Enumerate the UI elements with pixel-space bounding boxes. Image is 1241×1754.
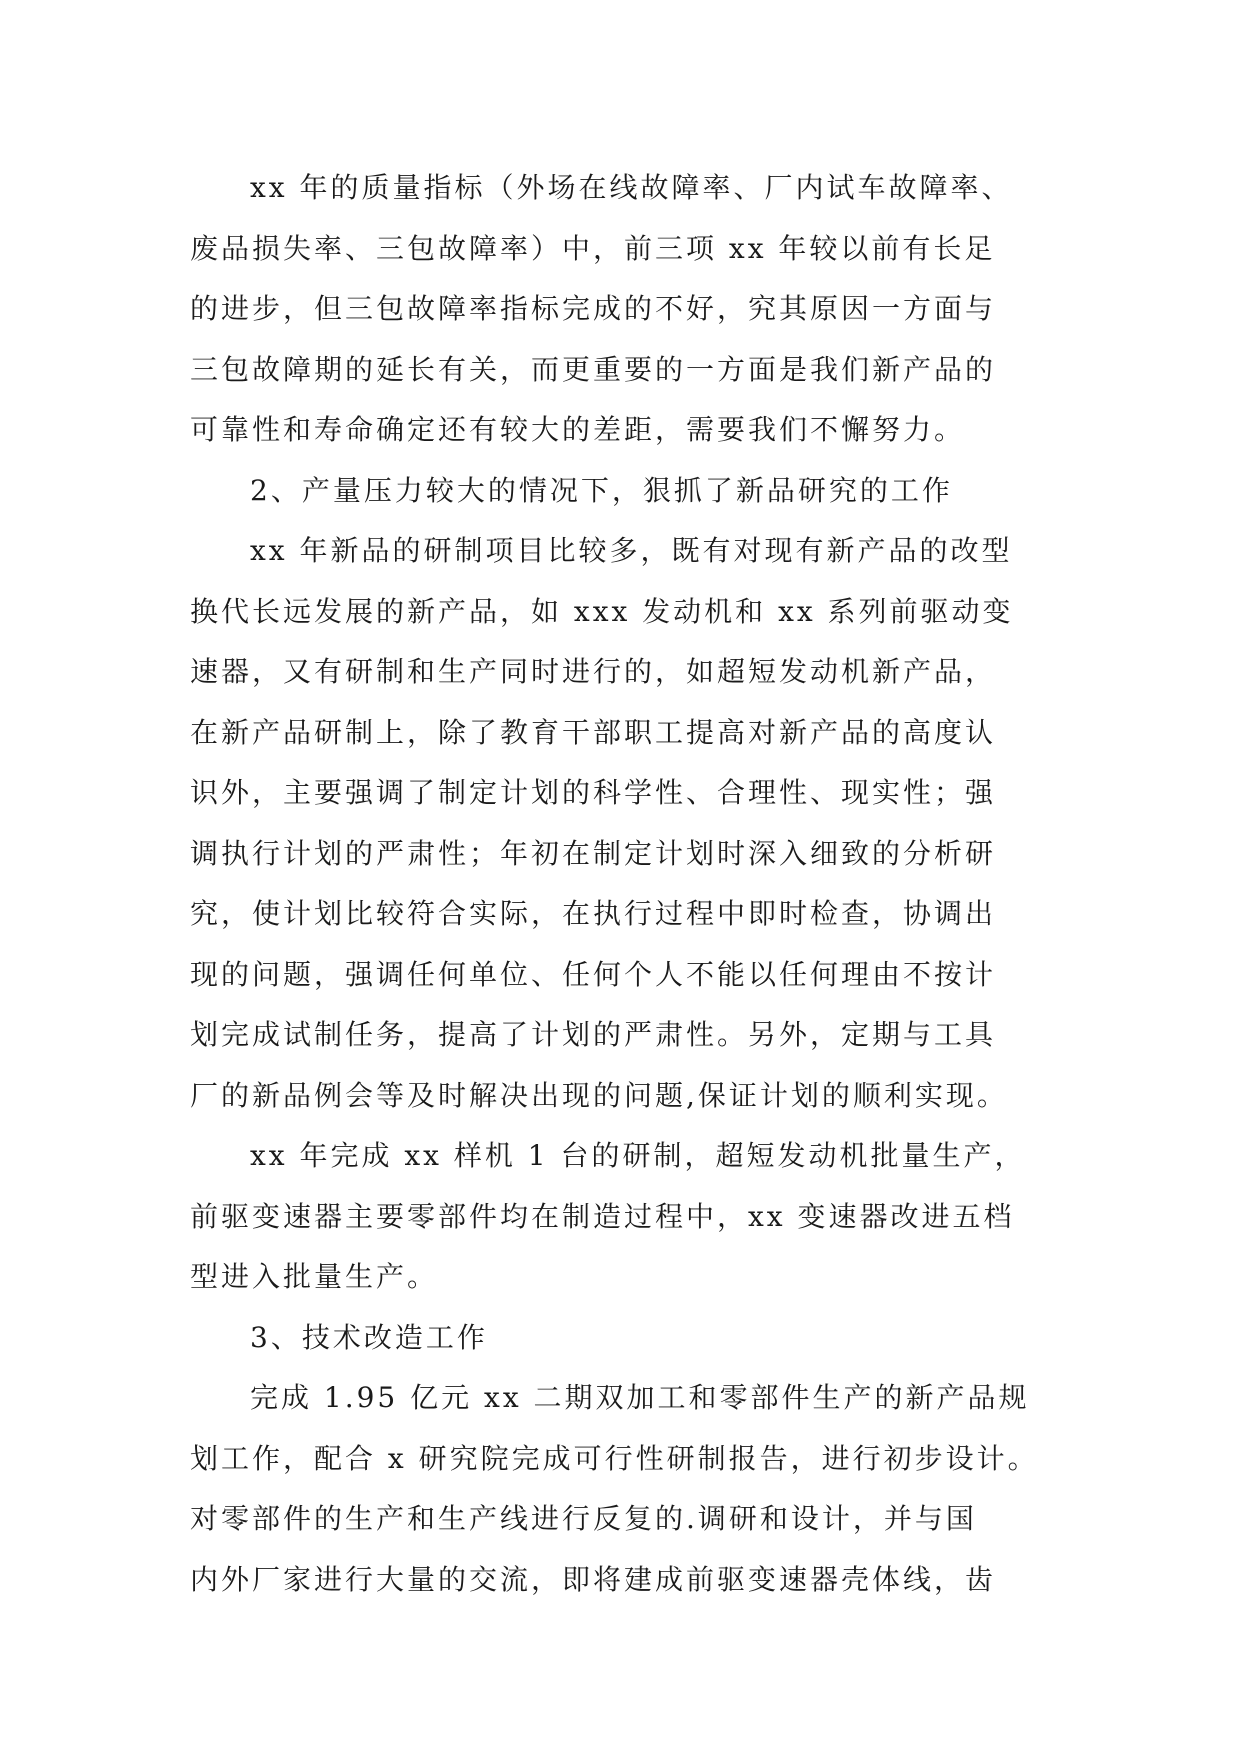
- text-line: 厂的新品例会等及时解决出现的问题,保证计划的顺利实现。: [190, 1078, 1008, 1112]
- text-line: 划完成试制任务，提高了计划的严肃性。另外，定期与工具: [190, 1018, 997, 1051]
- text-line: 究，使计划比较符合实际，在执行过程中即时检查，协调出: [190, 897, 997, 930]
- text-line: 现的问题，强调任何单位、任何个人不能以任何理由不按计: [190, 957, 997, 991]
- document-body: [190, 158, 1050, 1610]
- text-line: 可靠性和寿命确定还有较大的差距，需要我们不懈努力。: [190, 413, 966, 446]
- text-line: 识外，主要强调了制定计划的科学性、合理性、现实性；强: [190, 776, 997, 809]
- text-line: 在新产品研制上，除了教育干部职工提高对新产品的高度认: [190, 715, 997, 749]
- text-line: xx 年新品的研制项目比较多，既有对现有新产品的改型: [250, 534, 1013, 567]
- text-line: 内外厂家进行大量的交流，即将建成前驱变速器壳体线，齿: [190, 1562, 997, 1596]
- text-line: 完成 1.95 亿元 xx 二期双加工和零部件生产的新产品规: [250, 1381, 1030, 1414]
- text-line: 对零部件的生产和生产线进行反复的.调研和设计，并与国: [190, 1502, 977, 1535]
- section-heading: 2、产量压力较大的情况下，狠抓了新品研究的工作: [250, 473, 953, 507]
- text-line: xx 年完成 xx 样机 1 台的研制，超短发动机批量生产，: [250, 1139, 1026, 1172]
- section-heading: 3、技术改造工作: [250, 1320, 488, 1354]
- text-line: 废品损失率、三包故障率）中，前三项 xx 年较以前有长足: [190, 231, 996, 265]
- text-line: 型进入批量生产。: [190, 1260, 439, 1293]
- text-line: 的进步，但三包故障率指标完成的不好，究其原因一方面与: [190, 292, 997, 325]
- text-line: 调执行计划的严肃性；年初在制定计划时深入细致的分析研: [190, 836, 997, 870]
- text-line: 前驱变速器主要零部件均在制造过程中，xx 变速器改进五档: [190, 1199, 1015, 1233]
- text-line: 速器，又有研制和生产同时进行的，如超短发动机新产品，: [190, 655, 997, 688]
- text-line: xx 年的质量指标（外场在线故障率、厂内试车故障率、: [250, 171, 1013, 204]
- text-line: 换代长远发展的新产品，如 xxx 发动机和 xx 系列前驱动变: [190, 594, 1014, 628]
- text-line: 划工作，配合 x 研究院完成可行性研制报告，进行初步设计。: [190, 1441, 1039, 1475]
- text-line: 三包故障期的延长有关，而更重要的一方面是我们新产品的: [190, 352, 997, 386]
